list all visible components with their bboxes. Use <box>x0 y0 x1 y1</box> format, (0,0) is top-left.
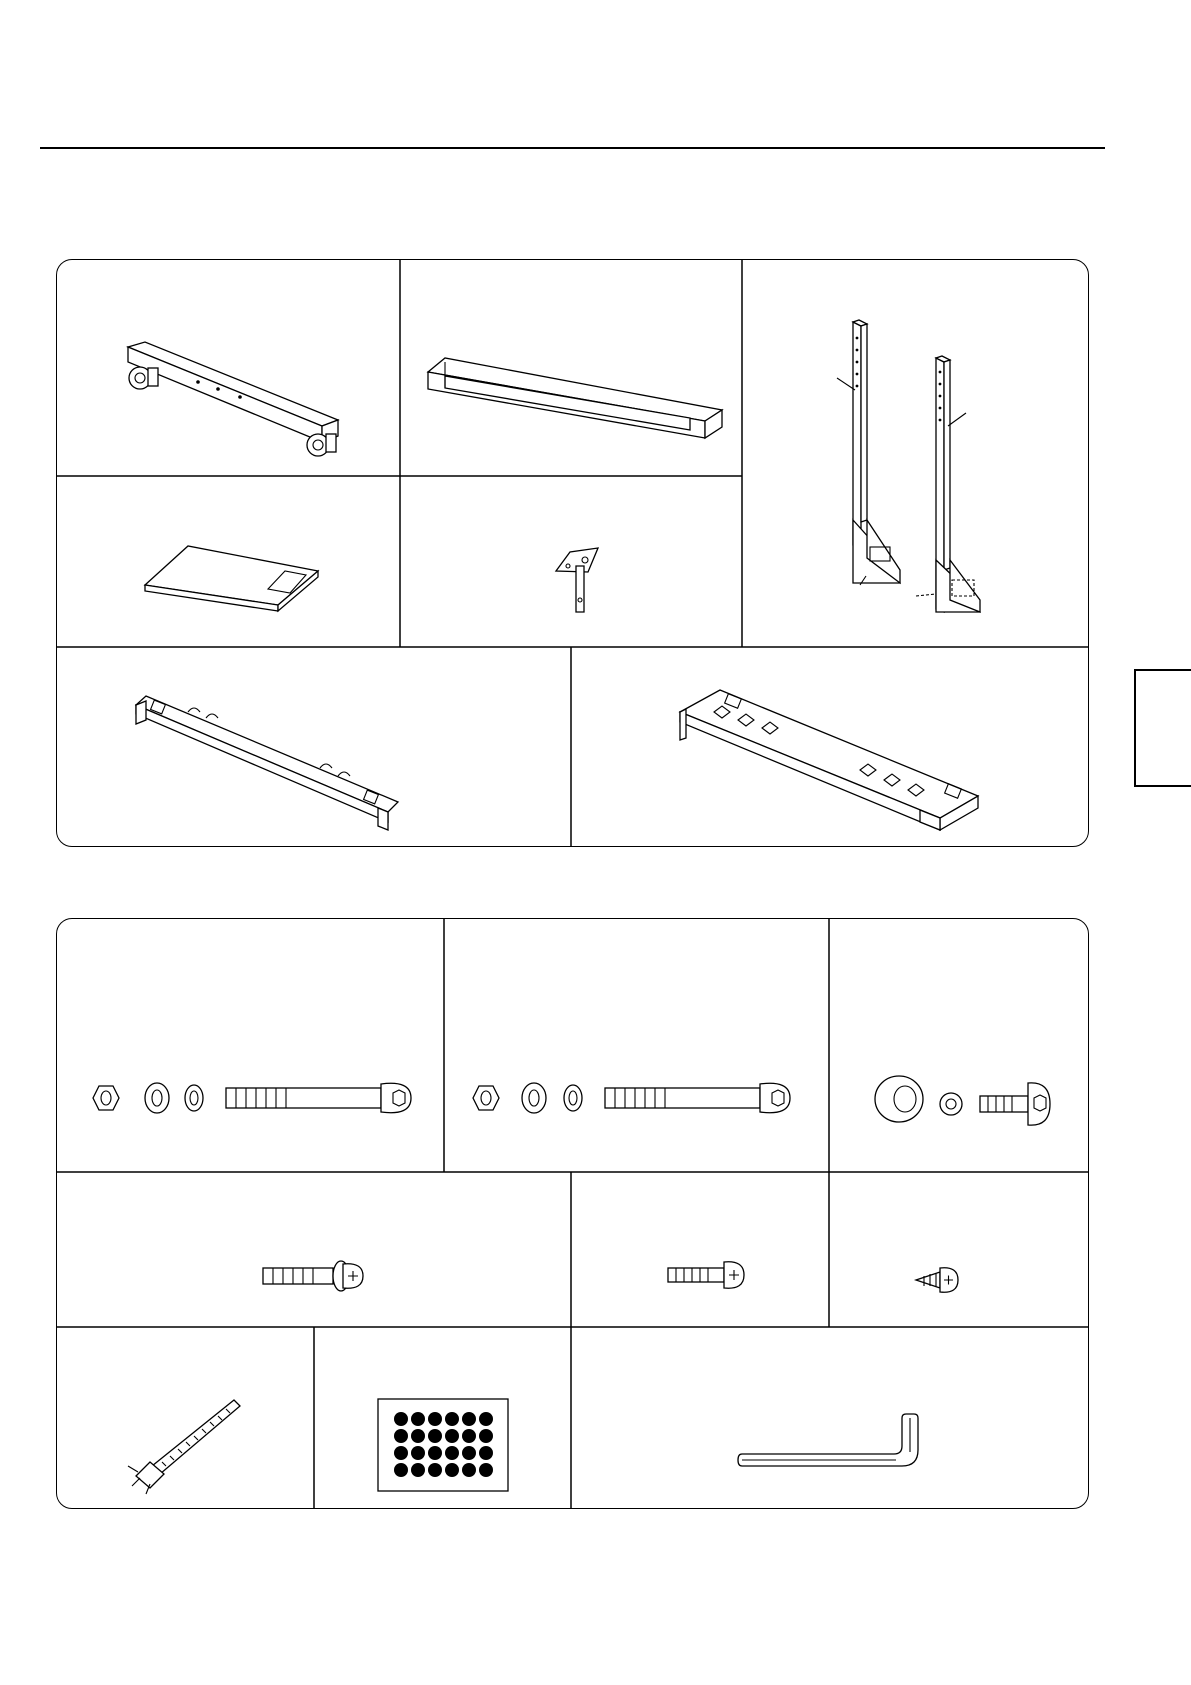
vertical-stands-illustration <box>837 320 980 612</box>
long-slotted-bar-illustration <box>136 696 398 830</box>
long-bolt-set-b-illustration <box>473 1083 790 1113</box>
flat-plate-illustration <box>145 546 318 611</box>
base-rail-with-casters-illustration <box>128 342 338 456</box>
pan-head-screw-illustration <box>668 1262 744 1288</box>
short-bolt-set-illustration <box>875 1076 1050 1125</box>
hex-key-illustration <box>738 1414 918 1466</box>
cable-tie-illustration <box>128 1400 240 1494</box>
long-bolt-set-a-illustration <box>93 1083 411 1113</box>
flange-screw-illustration <box>263 1261 363 1291</box>
tapping-screw-illustration <box>916 1268 958 1293</box>
small-bracket-illustration <box>556 548 598 612</box>
adhesive-dot-sheet-illustration[interactable] <box>378 1399 508 1491</box>
wide-slotted-plate-illustration <box>680 690 978 830</box>
top-cover-panel-illustration <box>428 358 722 438</box>
